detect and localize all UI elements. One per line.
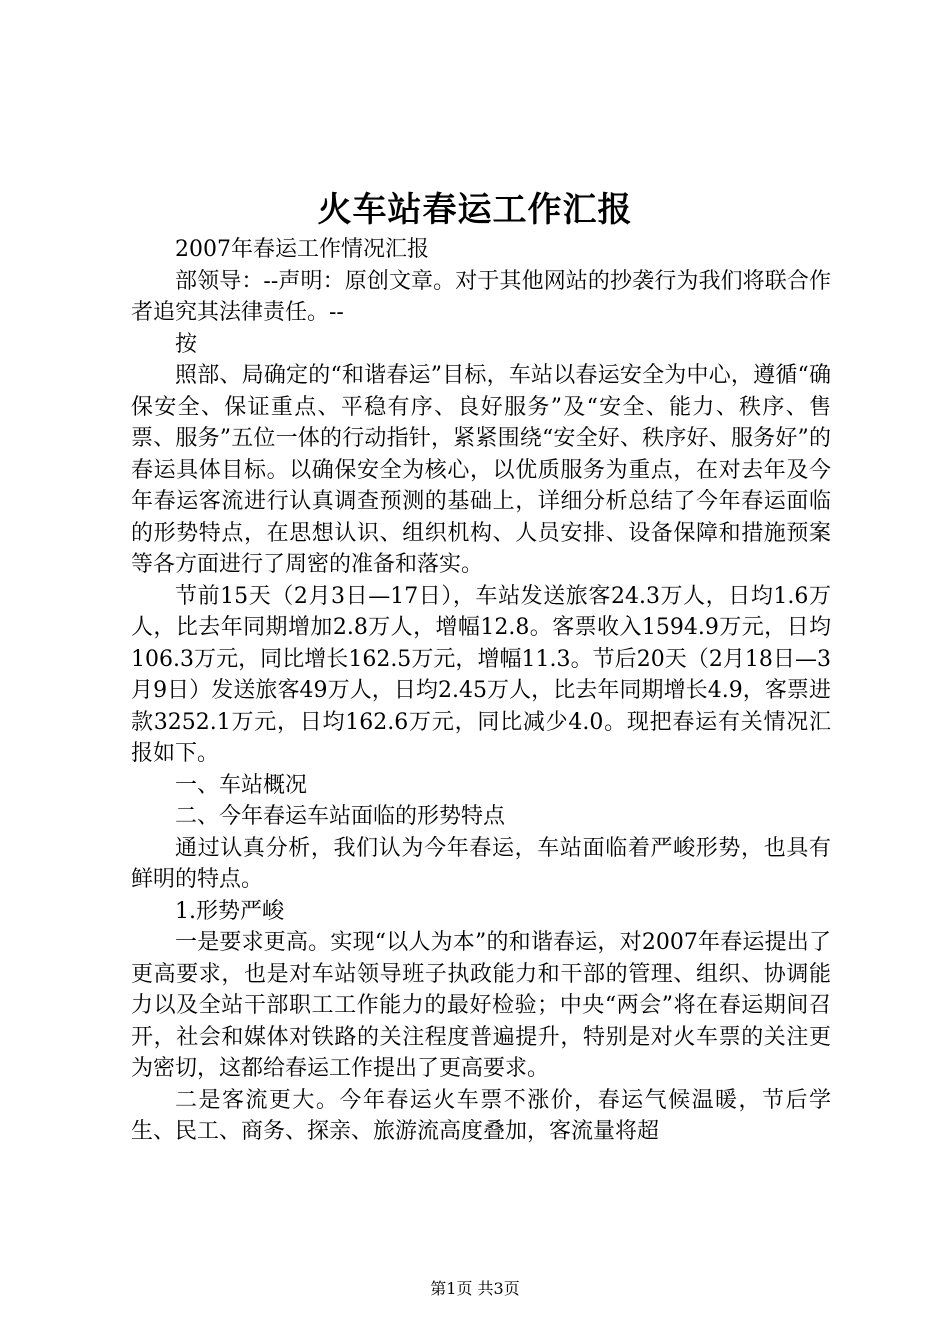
paragraph: 二是客流更大。今年春运火车票不涨价，春运气候温暖，节后学生、民工、商务、探亲、旅游流高度叠加，客流量将超 [131,1087,831,1144]
document-body [131,234,831,1148]
section-heading: 二、今年春运车站面临的形势特点 [175,804,506,829]
paragraph: 照部、局确定的“和谐春运”目标，车站以春运安全为中心，遵循“确保安全、保证重点、平稳有序、良好服务”及“安全、能力、秩序、售票、服务”五位一体的行动指针，紧紧围绕“安全好、秩序好、服务好”的春运具体目标。以确保安全为核心，以优质服务为重点，在对去年及今年春运客流进行认真调查预测的基础上，详细分析总结了今年春运面临的形势特点，在思想认识、组织机构、人员安排、设备保障和措施预案等各方面进行了周密的准备和落实。 [131,363,831,577]
document-title: 火车站春运工作汇报 [317,190,633,230]
paragraph: 通过认真分析，我们认为今年春运，车站面临着严峻形势，也具有鲜明的特点。 [131,835,831,892]
subsection-heading: 1.形势严峻 [175,898,284,924]
paragraph: 按 [175,331,198,357]
paragraph-salutation: 部领导：--声明：原创文章。对于其他网站的抄袭行为我们将联合作者追究其法律责任。-- [131,268,831,325]
paragraph: 节前15天（2月3日—17日），车站发送旅客24.3万人，日均1.6万人，比去年同期增加2.8万人，增幅12.8。客票收入1594.9万元，日均106.3万元，同比增长162.5万元，增幅11.3。节后20天（2月18日—3月9日）发送旅客49万人，日均2.45万人，比去年同期增长4.9，客票进款3252.1万元，日均162.6万元，同比减少4.0。现把春运有关情况汇报如下。 [131,583,831,766]
section-heading: 一、车站概况 [175,772,308,798]
paragraph: 一是要求更高。实现“以人为本”的和谐春运，对2007年春运提出了更高要求，也是对车站领导班子执政能力和干部的管理、组织、协调能力以及全站干部职工工作能力的最好检验；中央“两会”将在春运期间召开，社会和媒体对铁路的关注程度普遍提升，特别是对火车票的关注更为密切，这都给春运工作提出了更高要求。 [131,930,832,1081]
page-footer: 第1页 共3页 [430,1279,520,1298]
paragraph-subtitle: 2007年春运工作情况汇报 [175,237,429,262]
